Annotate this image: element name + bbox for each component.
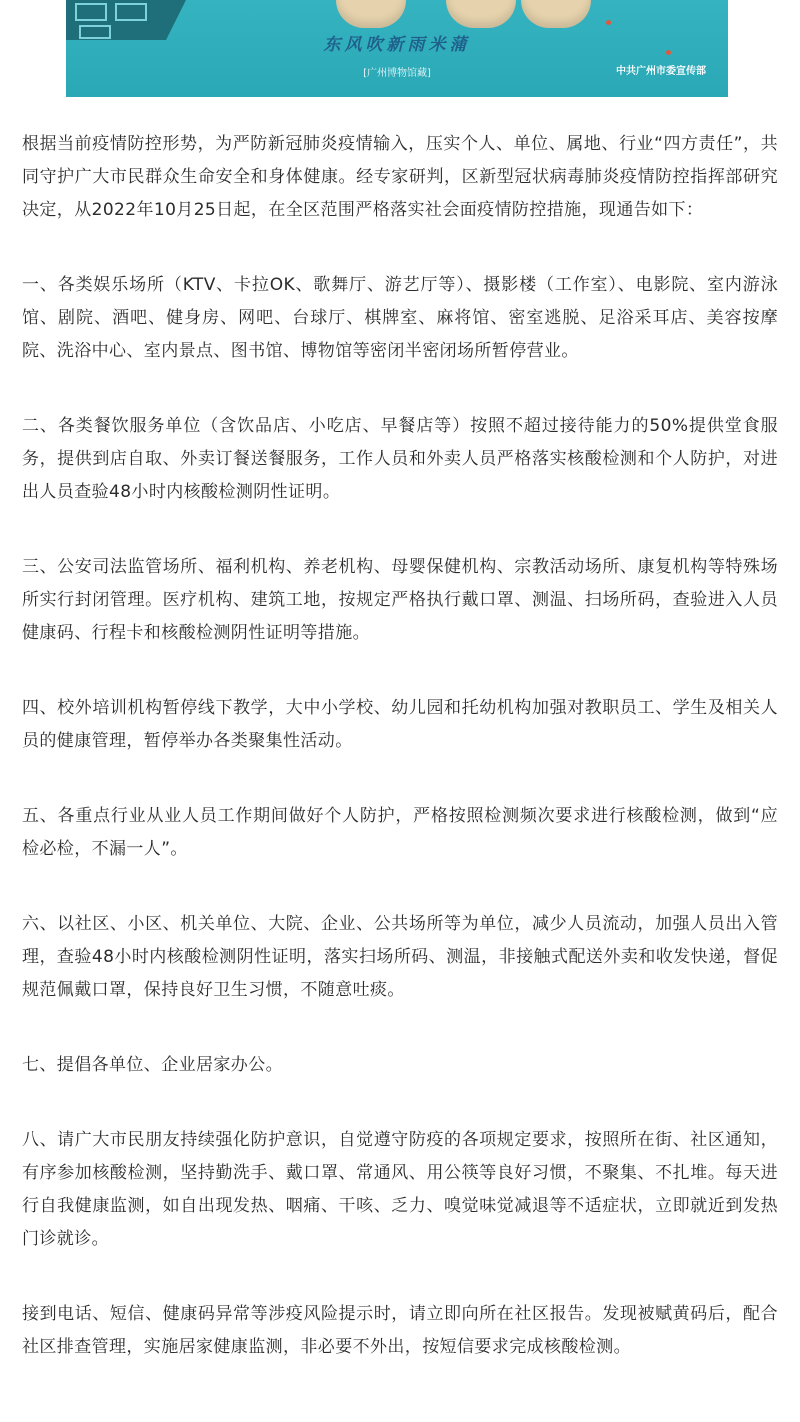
banner-source: [广州博物馆藏] bbox=[363, 68, 431, 79]
header-banner bbox=[66, 0, 728, 97]
grain-sack-left bbox=[336, 0, 406, 28]
article-body bbox=[22, 128, 778, 1406]
intro-paragraph: 根据当前疫情防控形势，为严防新冠肺炎疫情输入，压实个人、单位、属地、行业“四方责任”，共同守护广大市民群众生命安全和身体健康。经专家研判，区新型冠状病毒肺炎疫情防控指挥部研究决定，从2022年10月25日起，在全区范围严格落实社会面疫情防控措施，现通告如下： bbox=[22, 134, 778, 220]
measure-paragraph-8: 八、请广大市民朋友持续强化防护意识，自觉遵守防疫的各项规定要求，按照所在街、社区通知，有序参加核酸检测，坚持勤洗手、戴口罩、常通风、用公筷等良好习惯，不聚集、不扎堆。每天进行自我健康监测，如自出现发热、咽痛、干咳、乏力、嗅觉味觉减退等不适症状，立即就近到发热门诊就诊。 bbox=[22, 1130, 778, 1249]
grain-sack-middle bbox=[446, 0, 516, 28]
grain-sack-right bbox=[521, 0, 591, 28]
risk-report-paragraph: 接到电话、短信、健康码异常等涉疫风险提示时，请立即向所在社区报告。发现被赋黄码后，配合社区排查管理，实施居家健康监测，非必要不外出，按短信要求完成核酸检测。 bbox=[22, 1304, 778, 1357]
measure-paragraph-1: 一、各类娱乐场所（KTV、卡拉OK、歌舞厅、游艺厅等）、摄影楼（工作室）、电影院、室内游泳馆、剧院、酒吧、健身房、网吧、台球厅、棋牌室、麻将馆、密室逃脱、足浴采耳店、美容按摩院、洗浴中心、室内景点、图书馆、博物馆等密闭半密闭场所暂停营业。 bbox=[22, 275, 778, 361]
banner-slogan: 东风吹新雨米蒲 bbox=[323, 35, 471, 55]
measure-paragraph-5: 五、各重点行业从业人员工作期间做好个人防护，严格按照检测频次要求进行核酸检测，做到“应检必检，不漏一人”。 bbox=[22, 806, 778, 859]
measure-paragraph-4: 四、校外培训机构暂停线下教学，大中小学校、幼儿园和托幼机构加强对教职员工、学生及相关人员的健康管理，暂停举办各类聚集性活动。 bbox=[22, 698, 778, 751]
banner-organization: 中共广州市委宣传部 bbox=[616, 66, 706, 77]
decorative-dot bbox=[606, 20, 611, 25]
measure-paragraph-7: 七、提倡各单位、企业居家办公。 bbox=[22, 1055, 283, 1075]
measure-paragraph-3: 三、公安司法监管场所、福利机构、养老机构、母婴保健机构、宗教活动场所、康复机构等特殊场所实行封闭管理。医疗机构、建筑工地，按规定严格执行戴口罩、测温、扫场所码，查验进入人员健康码、行程卡和核酸检测阴性证明等措施。 bbox=[22, 557, 778, 643]
measure-paragraph-2: 二、各类餐饮服务单位（含饮品店、小吃店、早餐店等）按照不超过接待能力的50%提供堂食服务，提供到店自取、外卖订餐送餐服务，工作人员和外卖人员严格落实核酸检测和个人防护，对进出人员查验48小时内核酸检测阴性证明。 bbox=[22, 416, 778, 502]
measure-paragraph-6: 六、以社区、小区、机关单位、大院、企业、公共场所等为单位，减少人员流动，加强人员出入管理，查验48小时内核酸检测阴性证明，落实扫场所码、测温，非接触式配送外卖和收发快递，督促规范佩戴口罩，保持良好卫生习惯，不随意吐痰。 bbox=[22, 914, 778, 1000]
